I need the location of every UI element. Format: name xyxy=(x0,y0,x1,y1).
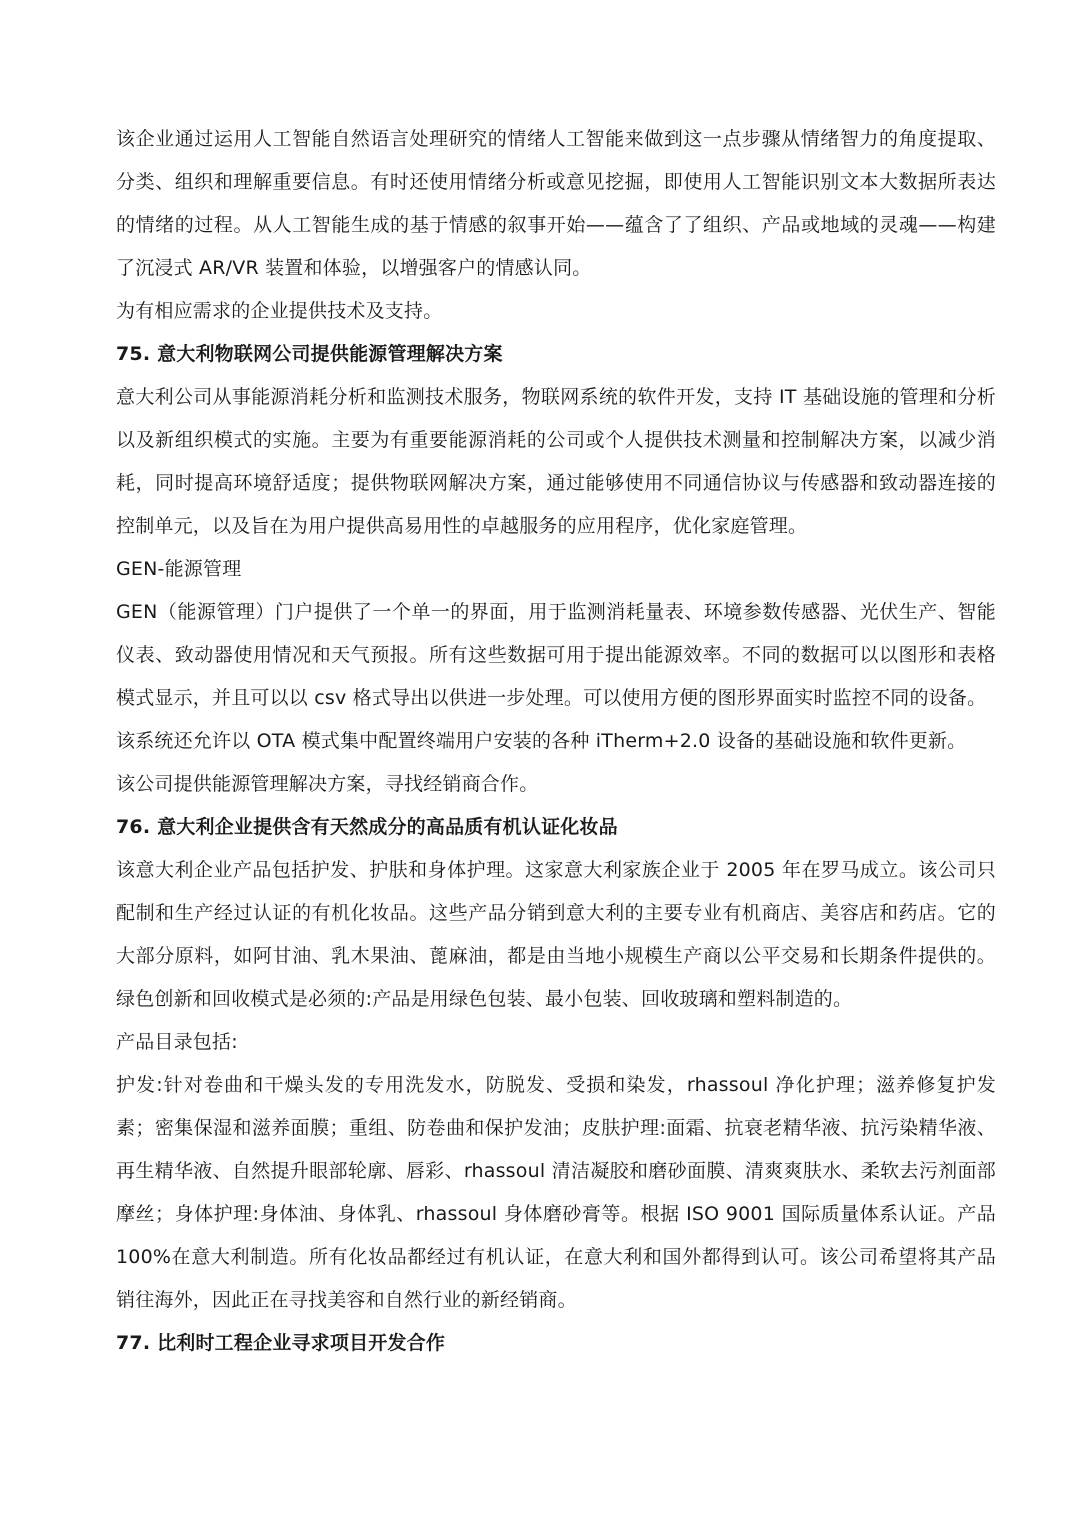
para-catalog: 护发:针对卷曲和干燥头发的专用洗发水，防脱发、受损和染发，rhassoul 净化护理；滋养修复护发素；密集保湿和滋养面膜；重组、防卷曲和保护发油；皮肤护理:面霜、抗衰老精华液、抗污染精华液、再生精华液、自然提升眼部轮廓、唇彩、rhassoul 清洁凝胶和磨砂面膜、清爽爽肤水、柔软去污剂面部摩丝；身体护理:身体油、身体乳、rhassoul 身体磨砂膏等。根据 ISO 9001 国际质量体系认证。产品 100%在意大利制造。所有化妆品都经过有机认证，在意大利和国外都得到认可。该公司希望将其产品销往海外，因此正在寻找美容和自然行业的新经销商。 xyxy=(116,1074,996,1311)
para-cosmetics-company: 该意大利企业产品包括护发、护肤和身体护理。这家意大利家族企业于 2005 年在罗马成立。该公司只配制和生产经过认证的有机化妆品。这些产品分销到意大利的主要专业有机商店、美容店和药店。它的大部分原料，如阿甘油、乳木果油、蓖麻油，都是由当地小规模生产商以公平交易和长期条件提供的。绿色创新和回收模式是必须的:产品是用绿色包装、最小包装、回收玻璃和塑料制造的。 xyxy=(116,859,996,1010)
para-catalog-title: 产品目录包括: xyxy=(116,1031,238,1053)
para-ota: 该系统还允许以 OTA 模式集中配置终端用户安装的各种 iTherm+2.0 设备的基础设施和软件更新。 xyxy=(116,730,967,752)
document-body xyxy=(116,118,996,1365)
para-emotion-ai: 该企业通过运用人工智能自然语言处理研究的情绪人工智能来做到这一点步骤从情绪智力的角度提取、分类、组织和理解重要信息。有时还使用情绪分析或意见挖掘，即使用人工智能识别文本大数据所表达的情绪的过程。从人工智能生成的基于情感的叙事开始——蕴含了了组织、产品或地域的灵魂——构建了沉浸式 AR/VR 装置和体验，以增强客户的情感认同。 xyxy=(116,128,996,279)
heading-75: 75. 意大利物联网公司提供能源管理解决方案 xyxy=(116,343,503,365)
heading-76: 76. 意大利企业提供含有天然成分的高品质有机认证化妆品 xyxy=(116,816,618,838)
para-distributor: 该公司提供能源管理解决方案，寻找经销商合作。 xyxy=(116,773,539,795)
para-gen-title: GEN-能源管理 xyxy=(116,558,242,580)
para-support-offer: 为有相应需求的企业提供技术及支持。 xyxy=(116,300,443,322)
para-iot-company: 意大利公司从事能源消耗分析和监测技术服务，物联网系统的软件开发，支持 IT 基础设施的管理和分析以及新组织模式的实施。主要为有重要能源消耗的公司或个人提供技术测量和控制解决方案，以减少消耗，同时提高环境舒适度；提供物联网解决方案，通过能够使用不同通信协议与传感器和致动器连接的控制单元，以及旨在为用户提供高易用性的卓越服务的应用程序，优化家庭管理。 xyxy=(116,386,996,537)
heading-77: 77. 比利时工程企业寻求项目开发合作 xyxy=(116,1332,446,1354)
para-gen-portal: GEN（能源管理）门户提供了一个单一的界面，用于监测消耗量表、环境参数传感器、光伏生产、智能仪表、致动器使用情况和天气预报。所有这些数据可用于提出能源效率。不同的数据可以以图形和表格模式显示，并且可以以 csv 格式导出以供进一步处理。可以使用方便的图形界面实时监控不同的设备。 xyxy=(116,601,996,709)
